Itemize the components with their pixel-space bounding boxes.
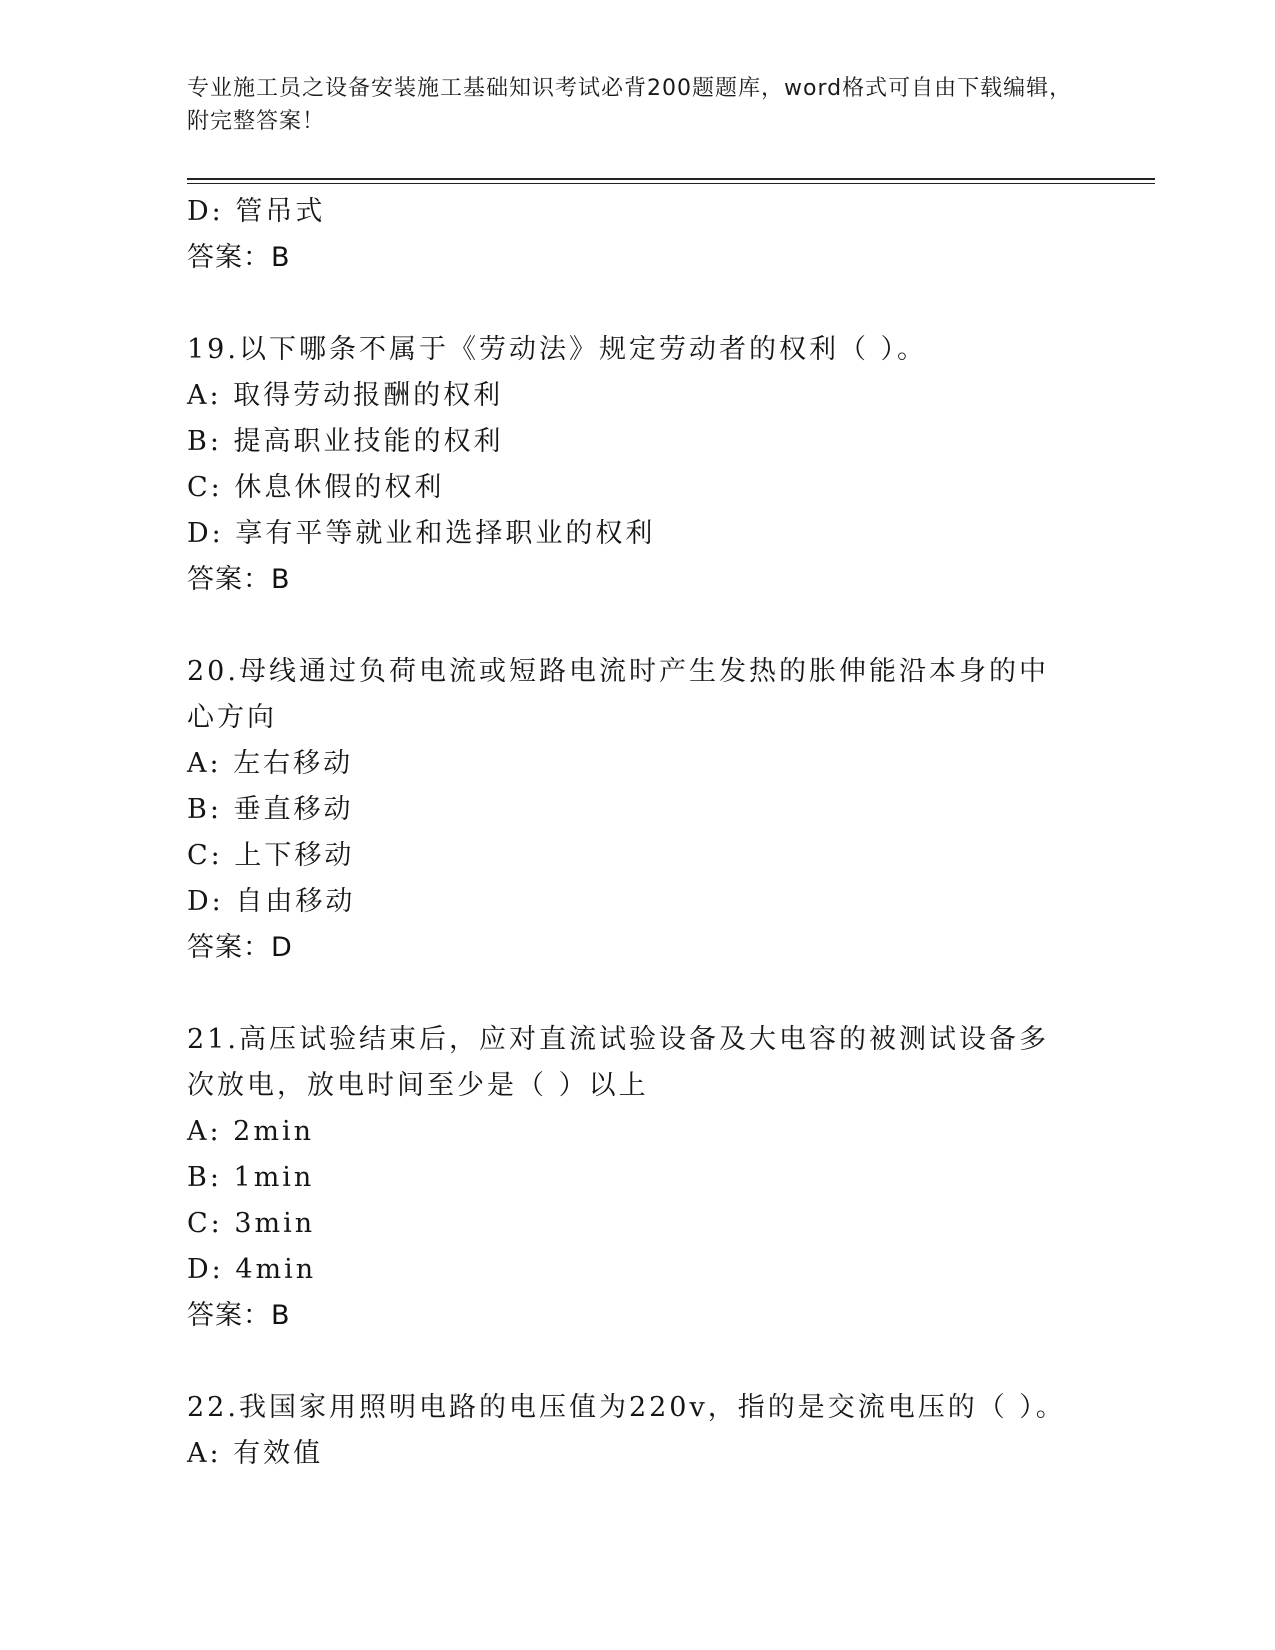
header-rule-thick — [187, 178, 1155, 180]
answer-line: 答案：D — [187, 932, 293, 963]
option-item: A: 取得劳动报酬的权利 — [187, 380, 504, 411]
question-text: 19.以下哪条不属于《劳动法》规定劳动者的权利（ ）。 — [187, 334, 928, 365]
header-rule-thin — [187, 183, 1155, 184]
option-item: C: 3min — [187, 1208, 316, 1239]
option-item: C: 休息休假的权利 — [187, 472, 445, 503]
question-22 — [187, 1385, 1087, 1477]
option-item: D: 自由移动 — [187, 886, 356, 917]
question-19 — [187, 327, 1087, 603]
option-item: D: 4min — [187, 1254, 317, 1285]
document-body — [187, 189, 1087, 1477]
document-header: 专业施工员之设备安装施工基础知识考试必背200题题库，word格式可自由下载编辑，附完整答案！ — [187, 76, 1073, 134]
answer-line: 答案：B — [187, 242, 291, 273]
option-item: B: 提高职业技能的权利 — [187, 426, 504, 457]
question-text: 21.高压试验结束后，应对直流试验设备及大电容的被测试设备多次放电，放电时间至少是（ ）以上 — [187, 1024, 1049, 1101]
option-item: B: 垂直移动 — [187, 794, 354, 825]
answer-line: 答案：B — [187, 564, 291, 595]
option-item: D: 管吊式 — [187, 196, 326, 227]
answer-line: 答案：B — [187, 1300, 291, 1331]
question-text: 20.母线通过负荷电流或短路电流时产生发热的胀伸能沿本身的中心方向 — [187, 656, 1049, 733]
option-item: B: 1min — [187, 1162, 315, 1193]
question-21 — [187, 1017, 1087, 1339]
option-item: C: 上下移动 — [187, 840, 355, 871]
option-item: D: 享有平等就业和选择职业的权利 — [187, 518, 656, 549]
question-text: 22.我国家用照明电路的电压值为220v，指的是交流电压的（ ）。 — [187, 1392, 1066, 1423]
option-item: A: 有效值 — [187, 1438, 324, 1469]
option-item: A: 2min — [187, 1116, 314, 1147]
question-20 — [187, 649, 1087, 971]
option-item: A: 左右移动 — [187, 748, 354, 779]
